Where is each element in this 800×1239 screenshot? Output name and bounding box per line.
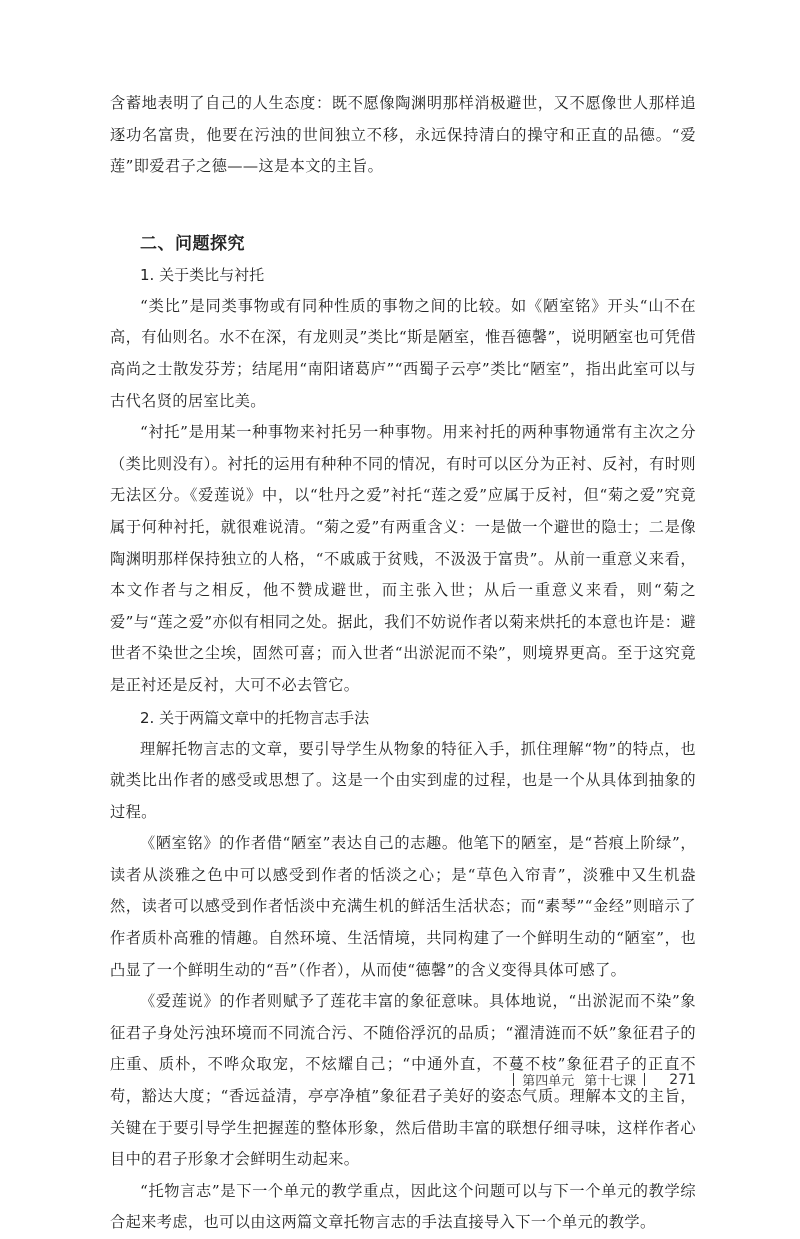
paragraph-symbolism-intro: 理解托物言志的文章，要引导学生从物象的特征入手，抓住理解“物”的特点，也就类比出作者的感受或思想了。这是一个由实到虚的过程，也是一个从具体到抽象的过程。 <box>110 739 696 821</box>
footer-unit: 第四单元 <box>522 1074 575 1089</box>
footer-divider <box>513 1073 514 1086</box>
page-number: 271 <box>669 1071 696 1088</box>
footer-divider <box>644 1073 645 1086</box>
intro-paragraph: 含蓄地表明了自己的人生态度：既不愿像陶渊明那样消极避世，又不愿像世人那样追逐功名富贵，他要在污浊的世间独立不移，永远保持清白的操守和正直的品德。“爱莲”即爱君子之德——这是本文的主旨。 <box>110 94 696 176</box>
sub-heading-analogy-contrast: 1. 关于类比与衬托 <box>140 265 265 284</box>
paragraph-contrast: “衬托”是用某一种事物来衬托另一种事物。用来衬托的两种事物通常有主次之分（类比则没有）。衬托的运用有种种不同的情况，有时可以区分为正衬、反衬，有时则无法区分。《爱莲说》中，以“牡丹之爱”衬托“莲之爱”应属于反衬，但“菊之爱”究竟属于何种衬托，就很难说清。“菊之爱”有两重含义：一是做一个避世的隐士；二是像陶渊明那样保持独立的人格，“不戚戚于贫贱，不汲汲于富贵”。从前一重意义来看，本文作者与之相反，他不赞成避世，而主张入世；从后一重意义来看，则“菊之爱”与“莲之爱”亦似有相同之处。据此，我们不妨说作者以菊来烘托的本意也许是：避世者不染世之尘埃，固然可喜；而入世者“出淤泥而不染”，则境界更高。至于这究竟是正衬还是反衬，大可不必去管它。 <box>110 423 696 694</box>
footer-lesson: 第十七课 <box>584 1074 637 1089</box>
paragraph-conclusion: “托物言志”是下一个单元的教学重点，因此这个问题可以与下一个单元的教学综合起来考虑，也可以由这两篇文章托物言志的手法直接导入下一个单元的教学。 <box>110 1181 696 1232</box>
section-heading: 二、问题探究 <box>140 233 245 254</box>
paragraph-loushiming: 《陋室铭》的作者借“陋室”表达自己的志趣。他笔下的陋室，是“苔痕上阶绿”，读者从淡雅之色中可以感受到作者的恬淡之心；是“草色入帘青”，淡雅中又生机盎然，读者可以感受到作者恬淡中充满生机的鲜活生活状态；而“素琴”“金经”则暗示了作者质朴高雅的情趣。自然环境、生活情境，共同构建了一个鲜明生动的“陋室”，也凸显了一个鲜明生动的“吾”（作者），从而使“德馨”的含义变得具体可感了。 <box>110 834 696 979</box>
sub-heading-symbolism: 2. 关于两篇文章中的托物言志手法 <box>140 708 370 727</box>
page-footer <box>505 1070 696 1089</box>
paragraph-ailianshuo: 《爱莲说》的作者则赋予了莲花丰富的象征意味。具体地说，“出淤泥而不染”象征君子身处污浊环境而不同流合污、不随俗浮沉的品质；“濯清涟而不妖”象征君子的庄重、质朴，不哗众取宠，不炫耀自己；“中通外直，不蔓不枝”象征君子的正直不苟，豁达大度；“香远益清，亭亭净植”象征君子美好的姿态气质。理解本文的主旨，关键在于要引导学生把握莲的整体形象，然后借助丰富的联想仔细寻味，这样作者心目中的君子形象才会鲜明生动起来。 <box>110 992 696 1169</box>
paragraph-analogy: “类比”是同类事物或有同种性质的事物之间的比较。如《陋室铭》开头“山不在高，有仙则名。水不在深，有龙则灵”类比“斯是陋室，惟吾德馨”，说明陋室也可凭借高尚之士散发芬芳；结尾用“南阳诸葛庐”“西蜀子云亭”类比“陋室”，指出此室可以与古代名贤的居室比美。 <box>110 296 696 410</box>
page-content <box>110 88 696 1239</box>
